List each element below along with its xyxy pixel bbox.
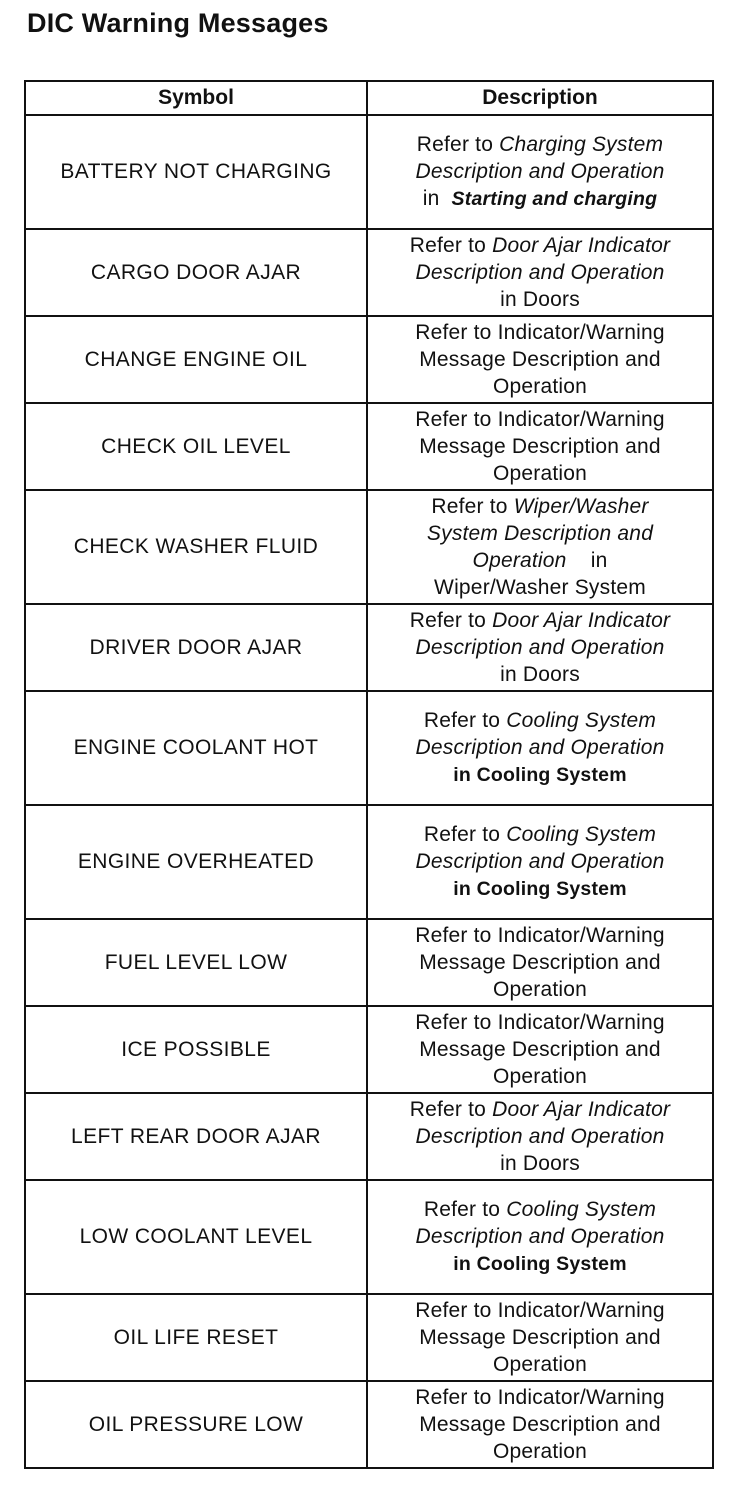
warning-description-cell [367,316,713,403]
description-line [374,875,706,903]
description-text: Refer to Indicator/Warning [415,1011,665,1034]
description-line [374,1036,706,1063]
description-line [374,1123,706,1150]
warning-symbol-cell: ENGINE COOLANT HOT [25,691,367,805]
description-text: Door Ajar Indicator [492,234,671,257]
description-line [374,661,706,688]
description-line [374,1351,706,1378]
description-text: Refer to Indicator/Warning [415,1386,665,1409]
description-text: Message Description and [419,1413,661,1436]
warning-description-cell [367,229,713,316]
header-row [25,81,713,115]
description-text: Operation [492,1353,588,1376]
table-row [25,490,713,604]
description-text: Operation [492,978,588,1001]
warning-description-cell [367,805,713,919]
description-text: Description and Operation [415,850,665,873]
description-line [374,286,706,313]
description-line [374,232,706,259]
description-line [374,185,706,213]
description-line [374,949,706,976]
description-line [374,1196,706,1223]
description-line [374,707,706,734]
description-text: Message Description and [419,435,661,458]
description-line [374,259,706,286]
description-line [374,1150,706,1177]
description-text: Operation [492,1440,588,1463]
description-text: Operation [492,462,588,485]
description-text: Refer to Indicator/Warning [415,1299,665,1322]
description-text: in Doors [500,1152,580,1175]
description-text: Door Ajar Indicator [492,609,671,632]
warning-description-cell [367,490,713,604]
description-line [374,319,706,346]
description-text: in Doors [500,288,580,311]
description-line [374,922,706,949]
warning-description-cell [367,1381,713,1468]
table-row [25,1006,713,1093]
description-text: Message Description and [419,951,661,974]
description-text: Description and Operation [415,636,665,659]
description-text: System Description and [426,522,654,545]
description-line [374,1223,706,1250]
warning-description-cell [367,1294,713,1381]
description-text: Refer to [409,234,493,257]
table-row [25,604,713,691]
description-text: Refer to [423,823,507,846]
table-row [25,1294,713,1381]
description-line [374,607,706,634]
description-text: Refer to Indicator/Warning [415,408,665,431]
description-text: Operation [492,375,588,398]
description-line [374,634,706,661]
description-text: Refer to [409,1098,493,1121]
warning-symbol-cell: CHANGE ENGINE OIL [25,316,367,403]
warning-symbol-cell: OIL LIFE RESET [25,1294,367,1381]
description-text: Refer to [423,709,507,732]
description-text: Wiper/Washer [513,495,649,518]
description-line [374,493,706,520]
description-line [374,520,706,547]
warning-description-cell [367,691,713,805]
table-row [25,403,713,490]
description-text: Cooling System [506,823,657,846]
warning-symbol-cell: CARGO DOOR AJAR [25,229,367,316]
description-line [374,1096,706,1123]
description-text: Message Description and [419,348,661,371]
description-text: Description and Operation [415,1225,665,1248]
table-row [25,805,713,919]
description-text: Message Description and [419,1326,661,1349]
warning-symbol-cell: ICE POSSIBLE [25,1006,367,1093]
table-row [25,1093,713,1180]
warning-description-cell [367,1180,713,1294]
warning-symbol-cell: BATTERY NOT CHARGING [25,115,367,229]
description-text: Charging System [499,133,664,156]
table-row [25,691,713,805]
description-text: Refer to Indicator/Warning [415,924,665,947]
warning-symbol-cell: LEFT REAR DOOR AJAR [25,1093,367,1180]
description-line [374,158,706,185]
table-header [25,81,713,115]
description-text: Description and Operation [415,1125,665,1148]
warning-description-cell [367,403,713,490]
description-text: Cooling System [506,1198,657,1221]
warning-description-cell [367,115,713,229]
description-line [374,1384,706,1411]
description-line [374,1411,706,1438]
table-row [25,919,713,1006]
warning-symbol-cell: CHECK WASHER FLUID [25,490,367,604]
description-text: Refer to [409,609,493,632]
table-row [25,1180,713,1294]
description-line [374,346,706,373]
description-line [374,821,706,848]
warning-symbol-cell: DRIVER DOOR AJAR [25,604,367,691]
description-text: Operation [492,1065,588,1088]
page-title: DIC Warning Messages [27,8,329,38]
description-text: Description and Operation [415,160,665,183]
description-line [374,574,706,601]
description-line [374,406,706,433]
description-line [374,1063,706,1090]
description-text: in Cooling System [453,1253,627,1275]
table-row [25,1381,713,1468]
description-line [374,761,706,789]
description-line [374,1009,706,1036]
description-text: Refer to [423,1198,507,1221]
description-line [374,848,706,875]
description-text: Refer to [416,133,500,156]
description-line [374,976,706,1003]
description-line [374,1324,706,1351]
description-text: Refer to Indicator/Warning [415,321,665,344]
symbol-column-header: Symbol [25,81,367,115]
warning-description-cell [367,1006,713,1093]
description-text: Description and Operation [415,261,665,284]
description-line [374,1438,706,1465]
warning-symbol-cell: ENGINE OVERHEATED [25,805,367,919]
description-text: Refer to [431,495,514,518]
description-line [374,131,706,158]
table-row [25,316,713,403]
description-line [374,734,706,761]
description-text: in [566,549,608,572]
table-row [25,229,713,316]
warning-description-cell [367,604,713,691]
warning-symbol-cell: CHECK OIL LEVEL [25,403,367,490]
description-text: in Cooling System [453,764,627,786]
description-text: Description and Operation [415,736,665,759]
description-line [374,1297,706,1324]
description-column-header: Description [367,81,713,115]
table-body [25,115,713,1468]
warning-description-cell [367,919,713,1006]
description-text: Cooling System [506,709,657,732]
description-text: Message Description and [419,1038,661,1061]
description-line [374,547,706,574]
description-line [374,373,706,400]
description-line [374,433,706,460]
description-text: in Cooling System [453,878,627,900]
description-text: Operation [472,549,567,572]
warning-symbol-cell: LOW COOLANT LEVEL [25,1180,367,1294]
description-text: Door Ajar Indicator [492,1098,671,1121]
description-line [374,460,706,487]
warning-description-cell [367,1093,713,1180]
description-line [374,1250,706,1278]
warning-symbol-cell: OIL PRESSURE LOW [25,1381,367,1468]
description-text: Starting and charging [451,188,658,210]
description-text: Wiper/Washer System [434,576,646,599]
warning-symbol-cell: FUEL LEVEL LOW [25,919,367,1006]
description-text: in [422,187,452,210]
description-text: in Doors [500,663,580,686]
dic-warning-table [24,80,714,1469]
table-row [25,115,713,229]
